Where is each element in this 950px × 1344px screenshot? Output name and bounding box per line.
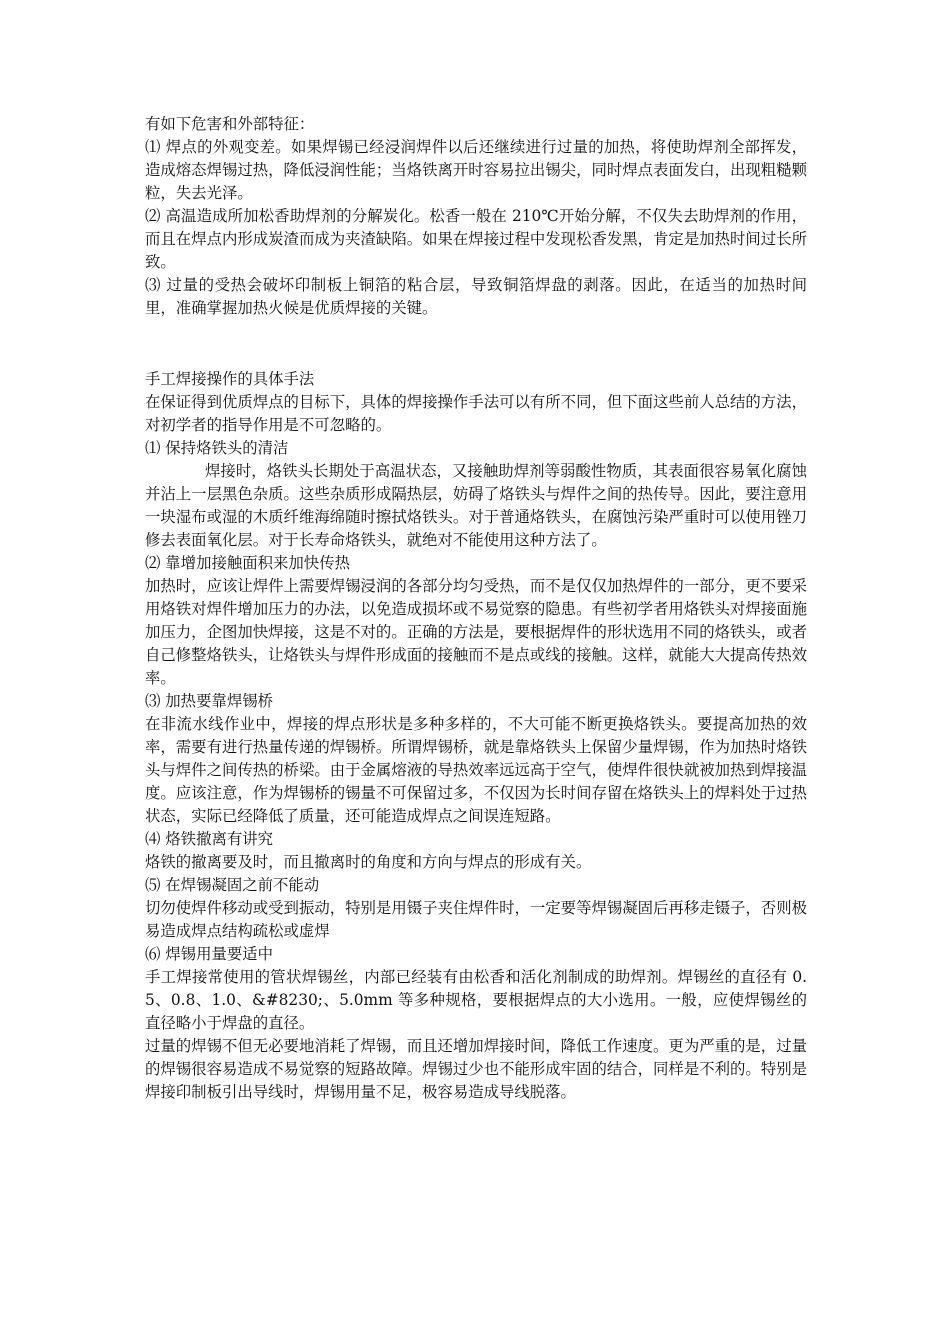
heading-5: ⑸ 在焊锡凝固之前不能动 (145, 876, 320, 894)
paragraph-2: 加热时，应该让焊件上需要焊锡浸润的各部分均匀受热，而不是仅仅加热焊件的一部分，更不要采用烙铁对焊件增加压力的办法，以免造成损坏或不易觉察的隐患。有些初学者用烙铁头对焊接面施加压力，企图加快焊接，这是不对的。正确的方法是，要根据焊件的形状选用不同的烙铁头，或者自己修整烙铁头，让烙铁头与焊件形成面的接触而不是点或线的接触。这样，就能大大提高传热效率。 (145, 577, 807, 687)
paragraph-3: 在非流水线作业中，焊接的焊点形状是多种多样的，不大可能不断更换烙铁头。要提高加热的效率，需要有进行热量传递的焊锡桥。所谓焊锡桥，就是靠烙铁头上保留少量焊锡，作为加热时烙铁头与焊件之间传热的桥梁。由于金属熔液的导热效率远远高于空气，使焊件很快就被加热到焊接温度。应该注意，作为焊锡桥的锡量不可保留过多，不仅因为长时间存留在烙铁头上的焊料处于过热状态，实际已经降低了质量，还可能造成焊点之间误连短路。 (145, 715, 807, 825)
heading-6: ⑹ 焊锡用量要适中 (145, 945, 274, 963)
document-page (145, 113, 807, 1104)
paragraph-4: 烙铁的撤离要及时，而且撤离时的角度和方向与焊点的形成有关。 (145, 853, 592, 871)
hazard-item-1: ⑴ 焊点的外观变差。如果焊锡已经浸润焊件以后还继续进行过量的加热，将使助焊剂全部挥发，造成熔态焊锡过热，降低浸润性能；当烙铁离开时容易拉出锡尖，同时焊点表面发白，出现粗糙颗粒，失去光泽。 (145, 138, 807, 202)
hazard-item-3: ⑶ 过量的受热会破坏印制板上铜箔的粘合层，导致铜箔焊盘的剥落。因此，在适当的加热时间里，准确掌握加热火候是优质焊接的关键。 (145, 276, 807, 317)
paragraph-5: 切勿使焊件移动或受到振动，特别是用镊子夹住焊件时，一定要等焊锡凝固后再移走镊子，否则极易造成焊点结构疏松或虚焊 (145, 899, 807, 940)
paragraph-1: 焊接时，烙铁头长期处于高温状态，又接触助焊剂等弱酸性物质，其表面很容易氧化腐蚀并沾上一层黑色杂质。这些杂质形成隔热层，妨碍了烙铁头与焊件之间的热传导。因此，要注意用一块湿布或湿的木质纤维海绵随时擦拭烙铁头。对于普通烙铁头，在腐蚀污染严重时可以使用锉刀修去表面氧化层。对于长寿命烙铁头，就绝对不能使用这种方法了。 (145, 462, 807, 549)
hazard-item-2: ⑵ 高温造成所加松香助焊剂的分解炭化。松香一般在 210℃开始分解，不仅失去助焊剂的作用，而且在焊点内形成炭渣而成为夹渣缺陷。如果在焊接过程中发现松香发黑，肯定是加热时间过长所致。 (145, 207, 807, 271)
paragraph-7: 过量的焊锡不但无必要地消耗了焊锡，而且还增加焊接时间，降低工作速度。更为严重的是，过量的焊锡很容易造成不易觉察的短路故障。焊锡过少也不能形成牢固的结合，同样是不利的。特别是焊接印制板引出导线时，焊锡用量不足，极容易造成导线脱落。 (145, 1037, 807, 1101)
paragraph-6: 手工焊接常使用的管状焊锡丝，内部已经装有由松香和活化剂制成的助焊剂。焊锡丝的直径有 0.5、0.8、1.0、&#8230;、5.0mm 等多种规格，要根据焊点的大小选用。一般，应使焊锡丝的直径略小于焊盘的直径。 (145, 968, 807, 1032)
intro-text: 有如下危害和外部特征： (145, 115, 315, 133)
section-title: 手工焊接操作的具体手法 (145, 370, 315, 388)
heading-1: ⑴ 保持烙铁头的清洁 (145, 439, 289, 457)
section-intro: 在保证得到优质焊点的目标下，具体的焊接操作手法可以有所不同，但下面这些前人总结的方法，对初学者的指导作用是不可忽略的。 (145, 393, 807, 434)
heading-3: ⑶ 加热要靠焊锡桥 (145, 692, 274, 710)
heading-2: ⑵ 靠增加接触面积来加快传热 (145, 554, 350, 572)
heading-4: ⑷ 烙铁撤离有讲究 (145, 830, 274, 848)
section-spacer (145, 320, 807, 368)
